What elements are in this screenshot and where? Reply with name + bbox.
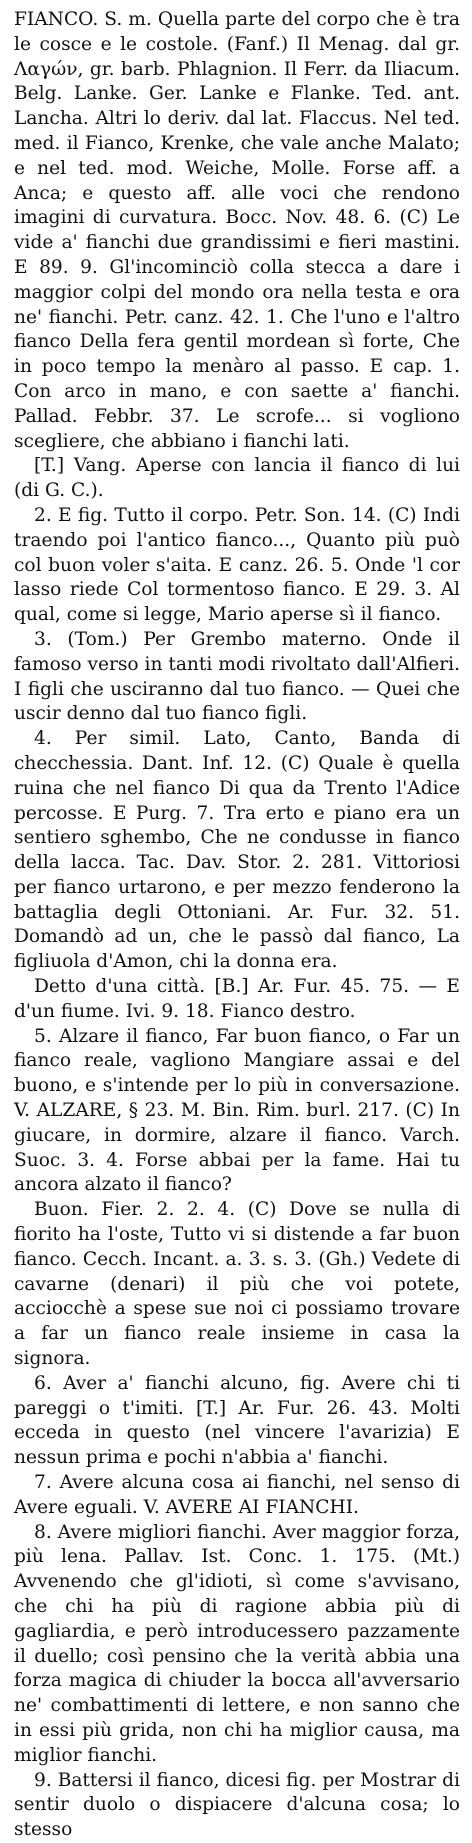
sense-7: 7. Avere alcuna cosa ai fianchi, nel senso di Avere eguali. V. AVERE AI FIANCHI. (14, 1472, 460, 1518)
sense-6: 6. Aver a' fianchi alcuno, fig. Avere chi ti pareggi o t'imiti. [T.] Ar. Fur. 26. 43. Molti eccedа in questo (nel vincere l'avarizia) E nessun prima e pochi n'abbia a' fianchi. (14, 1372, 460, 1469)
entry-paragraph-vang: [T.] Vang. Aperse con lancia il fianco di lui (di G. C.). (14, 455, 460, 502)
sense-4: 4. Per simil. Lato, Canto, Banda di checchessia. Dant. Inf. 12. (C) Quale è quella ruina che nel fianco Di qua da Trento l'Adice percosse. E Purg. 7. Tra erto e piano era un sentiero sghembo, Che ne condusse in fianco della lacca. Tac. Dav. Stor. 2. 281. Vittoriosi per fianco urtarono, e per mezzo fenderono la battaglia degli Ottoniani. Ar. Fur. 32. 51. Domandò ad un, che le passò dal fianco, La figliuola d'Amon, chi la donna era. (14, 728, 460, 973)
sense-4-city: Detto d'una città. [B.] Ar. Fur. 45. 75. — E d'un fiume. Ivi. 9. 18. Fianco destro. (14, 976, 460, 1022)
sense-9: 9. Battersi il fianco, dicesi fig. per Mostrar di sentir duolo o dispiacere d'alcuna cosa; lo stesso (14, 1769, 460, 1841)
sense-3: 3. (Tom.) Per Grembo materno. Onde il famoso verso in tanti modi rivoltato dall'Alfieri. I figli che usciranno dal tuo fianco. — Quei che uscir denno dal tuo fianco figli. (14, 628, 460, 725)
sense-5: 5. Alzare il fianco, Far buon fianco, o Far un fianco reale, vagliono Mangiare assai e del buono, e s'intende per lo più in conversazione. V. ALZARE, § 23. M. Bin. Rim. burl. 217. (C) In giucare, in dormire, alzare il fianco. Varch. Suoc. 3. 4. Forse abbai per la fame. Hai tu ancora alzato il fianco? (14, 1025, 460, 1196)
sense-2: 2. E fig. Tutto il corpo. Petr. Son. 14. (C) Indi traendo poi l'antico fianco..., Quanto più può col buon voler s'aita. E canz. 26. 5. Onde 'l cor lasso riede Col tormentoso fianco. E 29. 3. Al qual, come si legge, Mario aperse sì il fianco. (14, 504, 460, 626)
sense-8: 8. Avere migliori fianchi. Aver maggior forza, più lena. Pallav. Ist. Conc. 1. 175. (Mt.) Avvenendo che gl'idioti, sì come s'avvisano, che chi ha più di ragione abbia più di gagliardia, e però introducessero pazzamente il duello; così pensino che la verità abbia una forza magica di chiuder la bocca all'avversario ne' combattimenti di lettere, e non sanno che in essi più grida, non chi ha miglior causa, ma miglior fianchi. (14, 1521, 460, 1766)
entry-paragraph-headword: FIANCO. S. m. Quella parte del corpo che è tra le cosce e le costole. (Fanf.) Il Menag. dal gr. Λαγών, gr. barb. Phlagnion. Il Ferr. da Iliacum. Belg. Lanke. Ger. Lanke e Flanke. Ted. ant. Lancha. Altri lo deriv. dal lat. Flaccus. Nel ted. med. il Fianco, Krenke, che vale anche Malato; e nel ted. mod. Weiche, Molle. Forse aff. a Anca; e questo aff. alle voci che rendono imagini di curvatura. Bocc. Nov. 48. 6. (C) Le vide a' fianchi due grandissimi e fieri mastini. E 89. 9. Gl'incominciò colla stecca a dare i maggior colpi del mondo ora nella testa e ora ne' fianchi. Petr. canz. 42. 1. Che l'uno e l'altro fianco Della fera gentil mordean sì forte, Che in poco tempo la menàro al passo. E cap. 1. Con arco in mano, e con saette a' fianchi. Pallad. Febbr. 37. Le scrofe... si vogliono scegliere, che abbiano i fianchi lati. (14, 9, 460, 452)
sense-5-cont: Buon. Fier. 2. 2. 4. (C) Dove se nulla di fiorito ha l'oste, Tutto vi si distende a far buon fianco. Cecch. Incant. a. 3. s. 3. (Gh.) Vedete di cavarne (denari) il più che voi potete, acciocchè a spese sue noi ci possiamo trovare a far un fianco reale insieme in casa la signora. (14, 1199, 460, 1370)
